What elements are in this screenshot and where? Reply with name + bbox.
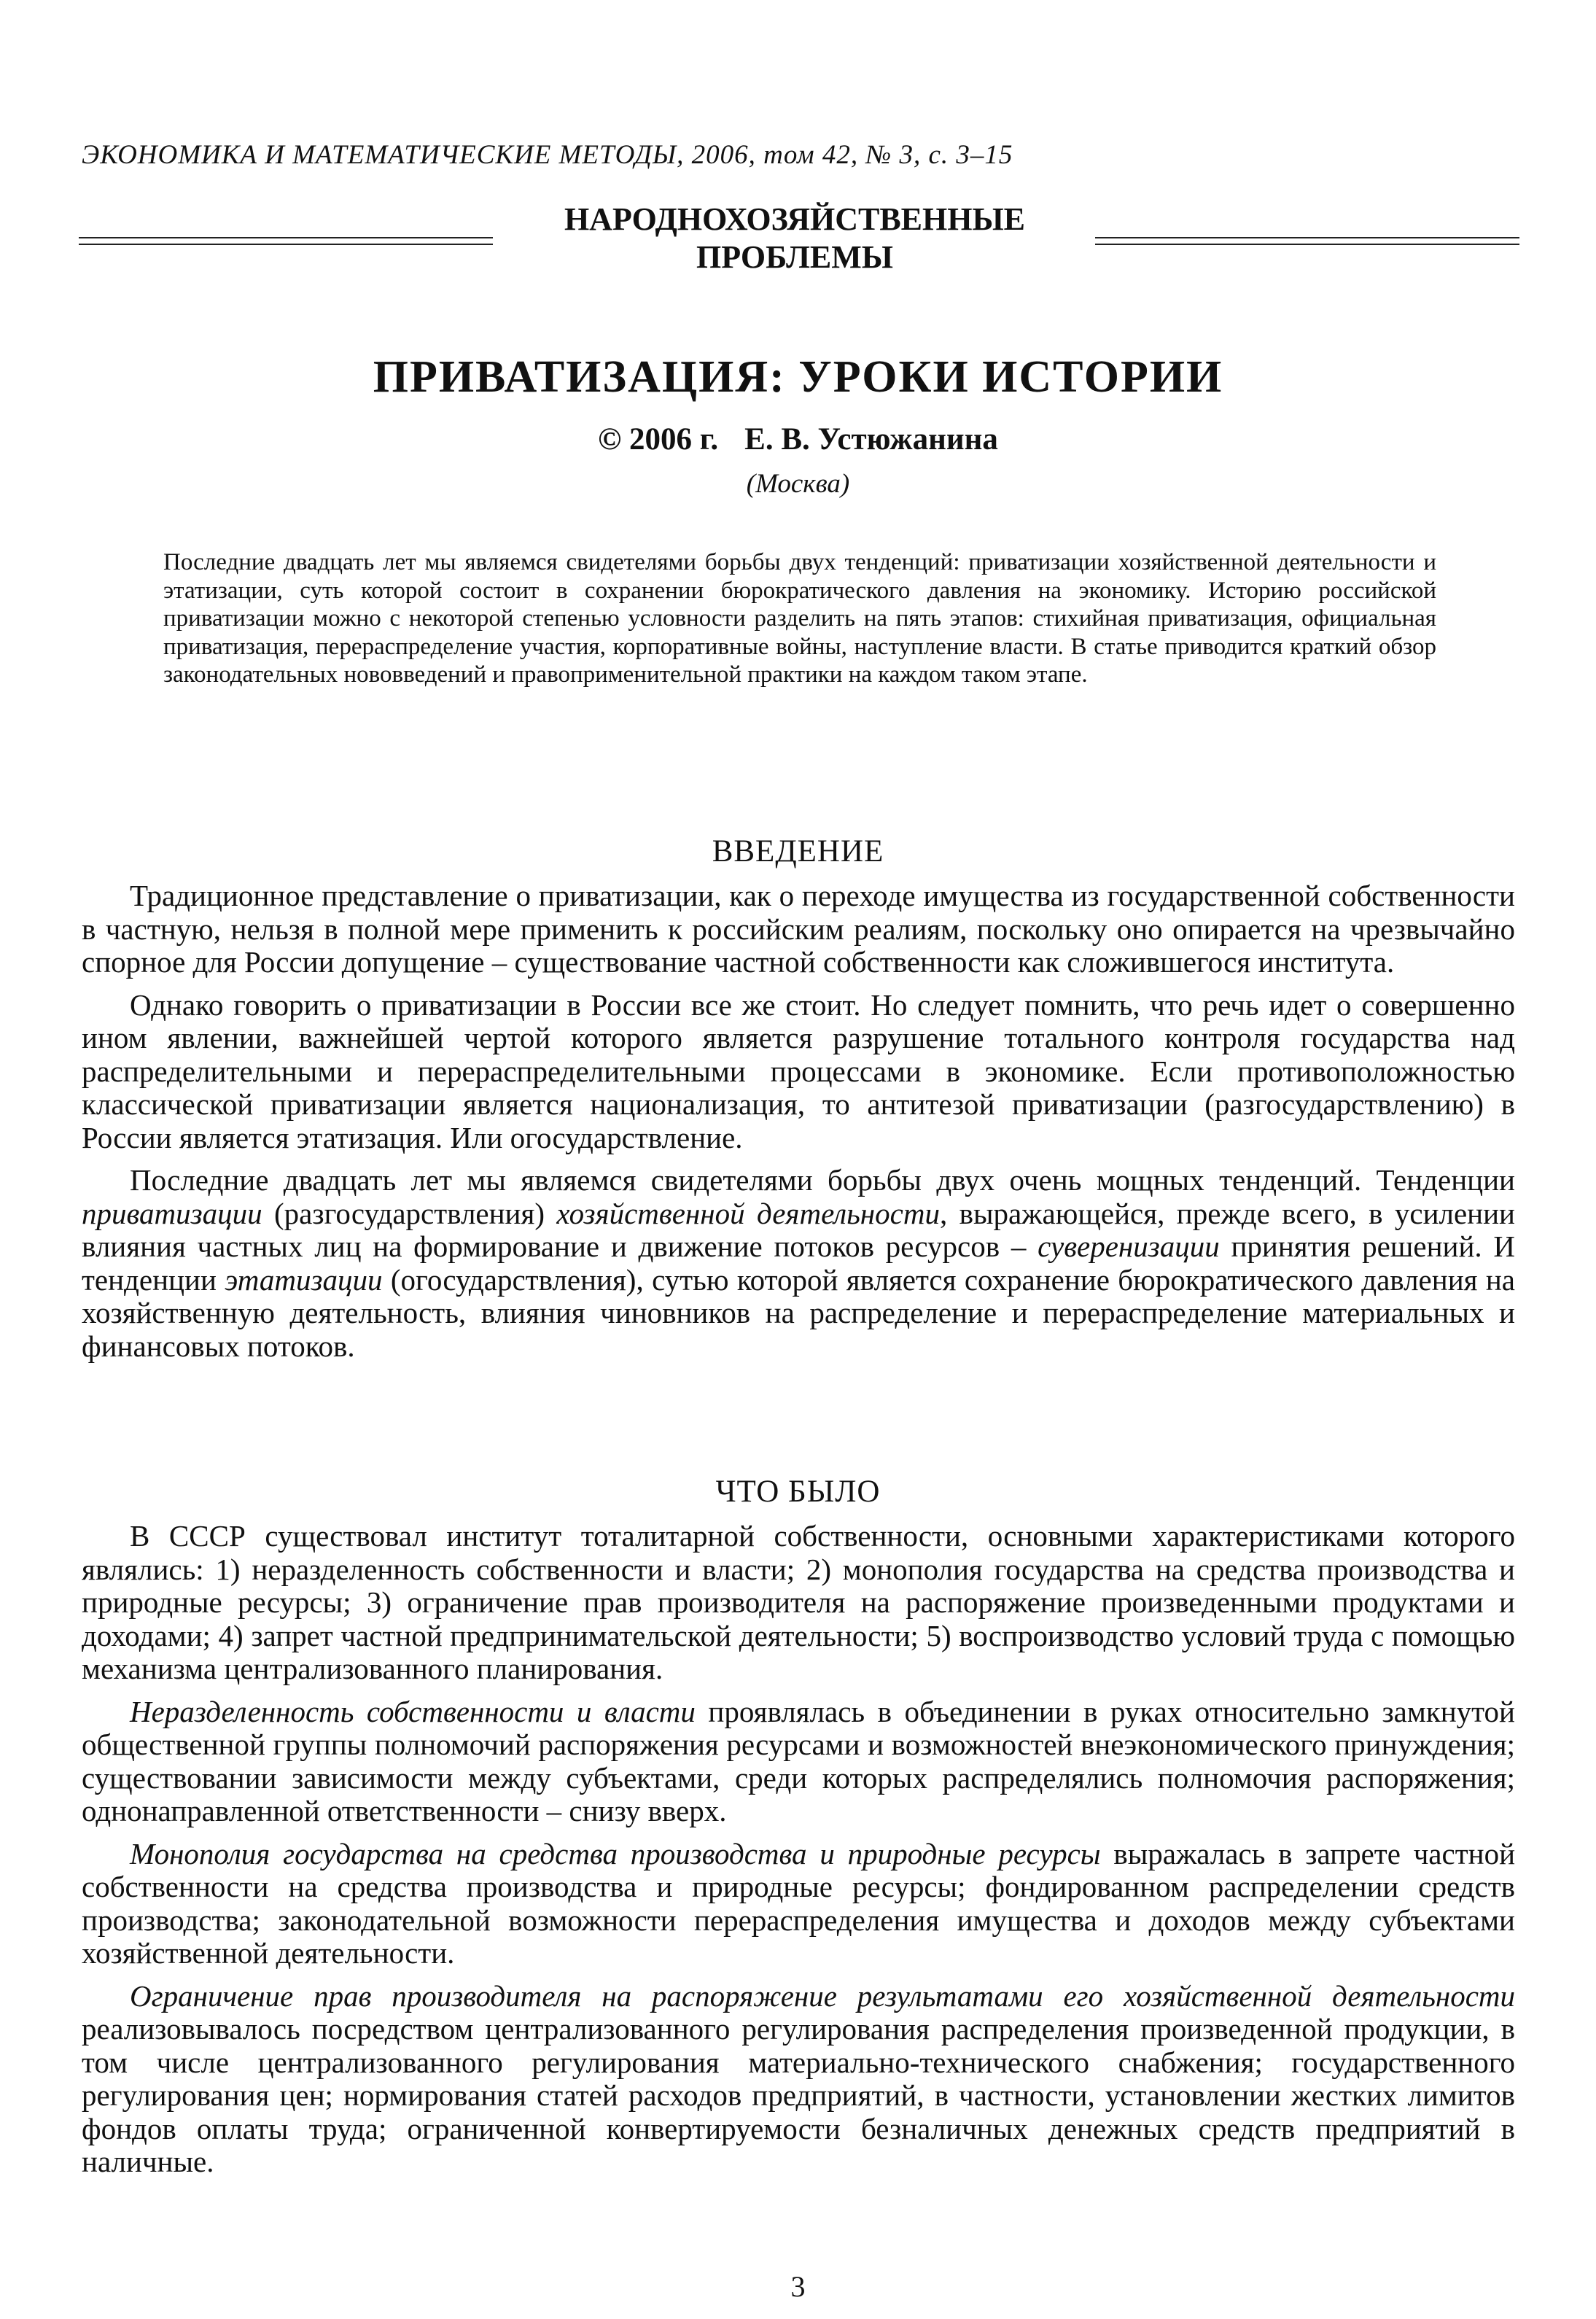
paragraph <box>82 1980 1515 2179</box>
author-name: Е. В. Устюжанина <box>744 422 998 457</box>
section-heading-was: ЧТО БЫЛО <box>715 1475 881 1509</box>
author-line <box>73 420 1523 459</box>
paragraph <box>82 1164 1515 1363</box>
emphasis: Ограничение прав производителя на распоряжение результатами его хозяйственной деятельности <box>130 1978 1515 2013</box>
paragraph: В СССР существовал институт тоталитарной собственности, основными характеристиками которого являлись: 1) неразделенность собственности и власти; 2) монополия государства на средства производства и природные ресурсы; 3) ограничение прав производителя на распоряжение произведенными продуктами и доходами; 4) запрет частной предпринимательской деятельности; 5) воспроизводство условий труда с помощью механизма централизованного планирования. <box>82 1519 1515 1685</box>
text-run: реализовывалось посредством централизованного регулирования распределения произведенной продукции, в том числе централизованного регулирования материально-технического снабжения; государственного регулирования цен; нормирования статей расходов предприятий, в частности, установлении жестких лимитов фондов оплаты труда; ограниченной конвертируемости безналичных денежных средств предприятий в наличные. <box>82 2012 1515 2178</box>
rubric-rule <box>79 237 493 238</box>
rubric-line: ПРОБЛЕМЫ <box>696 239 893 275</box>
author-city: (Москва) <box>746 469 850 499</box>
copyright-year: © 2006 г. <box>598 422 719 457</box>
rubric-rule <box>1095 237 1519 238</box>
emphasis: Монополия государства на средства производства и природные ресурсы <box>130 1836 1101 1871</box>
rubric-rule <box>79 244 493 245</box>
paragraph <box>82 1838 1515 1970</box>
abstract: Последние двадцать лет мы являемся свидетелями борьбы двух тенденций: приватизации хозяйственной деятельности и этатизации, суть которой состоит в сохранении бюрократического давления на экономику. Историю российской приватизации можно с некоторой степенью условности разделить на пять этапов: стихийная приватизация, официальная приватизация, перераспределение участия, корпоративные войны, наступление власти. В статье приводится краткий обзор законодательных нововведений и правоприменительной практики на каждом таком этапе. <box>163 549 1436 688</box>
section-heading-intro: ВВЕДЕНИЕ <box>712 834 884 869</box>
text-run: , выражающейся, прежде всего, в усилении влияния частных лиц на формирование и движение потоков ресурсов – <box>82 1196 1515 1263</box>
emphasis: хозяйственной деятельности <box>556 1196 940 1230</box>
text-run: Последние двадцать лет мы являемся свидетелями борьбы двух очень мощных тенденций. Тенденции <box>130 1163 1515 1197</box>
paragraph <box>82 1695 1515 1828</box>
paragraph: Однако говорить о приватизации в России все же стоит. Но следует помнить, что речь идет о совершенно ином явлении, важнейшей чертой которого является разрушение тотального контроля государства над распределительными и перераспределительными процессами в экономике. Если противоположностью классической приватизации является национализация, то антитезой приватизации (разгосударствлению) в России является этатизация. Или огосударствление. <box>82 987 1515 1154</box>
text-run: (разгосударствления) <box>262 1196 557 1230</box>
text-run: (огосударствления), сутью которой является сохранение бюрократического давления на хозяйственную деятельность, влияния чиновников на распределение и перераспределение материальных и финансовых потоков. <box>82 1262 1515 1363</box>
section-body-intro <box>82 879 1515 1372</box>
emphasis: этатизации <box>225 1262 383 1297</box>
section-body-was <box>82 1520 1515 2188</box>
article-title: ПРИВАТИЗАЦИЯ: УРОКИ ИСТОРИИ <box>373 352 1223 402</box>
rubric-line: НАРОДНОХОЗЯЙСТВЕННЫЕ <box>564 201 1026 237</box>
journal-citation: ЭКОНОМИКА И МАТЕМАТИЧЕСКИЕ МЕТОДЫ, 2006, том 42, № 3, с. 3–15 <box>82 140 1013 170</box>
text-run: принятия решений. И тенденции <box>82 1230 1515 1297</box>
emphasis: приватизации <box>82 1196 262 1230</box>
rubric-heading <box>503 201 1086 276</box>
emphasis: суверенизации <box>1038 1230 1220 1263</box>
page-number: 3 <box>790 2270 806 2303</box>
paragraph: Традиционное представление о приватизации, как о переходе имущества из государственной собственности в частную, нельзя в полной мере применить к российским реалиям, поскольку оно опирается на чрезвычайно спорное для России допущение – существование частной собственности как сложившегося института. <box>82 879 1515 979</box>
text-run: проявлялась в объединении в руках относительно замкнутой общественной группы полномочий распоряжения ресурсами и возможностей внеэкономического принуждения; существовании зависимости между субъектами, среди которых распределялись полномочия распоряжения; однонаправленной ответственности – снизу вверх. <box>82 1694 1516 1827</box>
rubric-rule <box>1095 244 1519 245</box>
text-run: выражалась в запрете частной собственности на средства производства и природные ресурсы; фондированном распределении средств производства; законодательной возможности перераспределения имущества и доходов между субъектами хозяйственной деятельности. <box>82 1836 1516 1970</box>
emphasis: Неразделенность собственности и власти <box>130 1694 696 1728</box>
